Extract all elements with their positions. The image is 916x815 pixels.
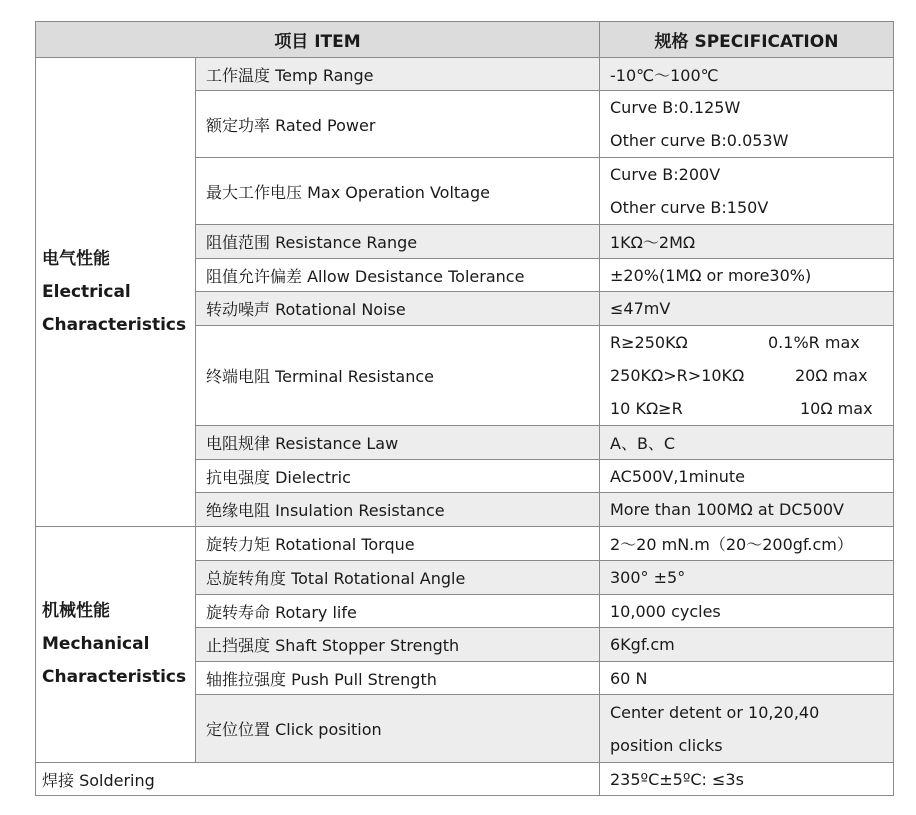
category-cn: 机械性能 [42,601,110,621]
spec-cell: 6Kgf.cm [600,628,894,662]
item-cell: 定位位置 Click position [196,695,600,763]
terminal-range: R≥250KΩ [610,333,688,352]
item-cell: 轴推拉强度 Push Pull Strength [196,662,600,695]
spec-cell: ±20%(1MΩ or more30%) [600,259,894,292]
header-spec: 规格 SPECIFICATION [600,22,894,58]
spec-line: Center detent or 10,20,40 [610,702,820,722]
spec-cell [600,326,894,426]
spec-line: position clicks [610,735,723,755]
spec-line [610,392,893,425]
item-cell: 转动噪声 Rotational Noise [196,292,600,326]
spec-cell: AC500V,1minute [600,460,894,493]
item-cell: 旋转寿命 Rotary life [196,595,600,628]
table-row [36,58,894,91]
item-cell: 总旋转角度 Total Rotational Angle [196,561,600,595]
category-en: Characteristics [42,667,187,687]
category-en: Mechanical [42,634,150,654]
category-electrical [36,58,196,527]
item-cell: 终端电阻 Terminal Resistance [196,326,600,426]
item-cell: 阻值允许偏差 Allow Desistance Tolerance [196,259,600,292]
spec-cell: A、B、C [600,426,894,460]
spec-cell: 1KΩ～2MΩ [600,225,894,259]
spec-cell: ≤47mV [600,292,894,326]
terminal-range: 10 KΩ≥R [610,399,683,418]
item-cell: 工作温度 Temp Range [196,58,600,91]
category-mechanical [36,527,196,763]
item-cell: 阻值范围 Resistance Range [196,225,600,259]
spec-line [610,326,893,359]
spec-line: Other curve B:150V [610,198,769,217]
spec-cell: 235ºC±5ºC: ≤3s [600,763,894,796]
header-row [36,22,894,58]
item-cell: 电阻规律 Resistance Law [196,426,600,460]
terminal-range: 250KΩ>R>10KΩ [610,366,745,385]
spec-line: Curve B:200V [610,165,721,184]
spec-table [35,21,894,796]
spec-cell [600,158,894,225]
item-cell: 焊接 Soldering [36,763,600,796]
spec-cell: 300° ±5° [600,561,894,595]
category-cn: 电气性能 [42,248,110,269]
header-item: 项目 ITEM [36,22,600,58]
category-en: Characteristics [42,314,187,335]
spec-cell: 60 N [600,662,894,695]
terminal-value: 0.1%R max [768,333,860,352]
item-cell: 止挡强度 Shaft Stopper Strength [196,628,600,662]
spec-cell: 10,000 cycles [600,595,894,628]
table-row [36,763,894,796]
spec-cell: -10℃～100℃ [600,58,894,91]
item-cell: 额定功率 Rated Power [196,91,600,158]
terminal-value: 20Ω max [795,366,868,385]
spec-line: Other curve B:0.053W [610,131,789,150]
spec-cell: More than 100MΩ at DC500V [600,493,894,527]
item-cell: 抗电强度 Dielectric [196,460,600,493]
table-row [36,527,894,561]
item-cell: 绝缘电阻 Insulation Resistance [196,493,600,527]
item-cell: 最大工作电压 Max Operation Voltage [196,158,600,225]
spec-line [610,359,893,392]
category-en: Electrical [42,281,131,302]
spec-cell: 2～20 mN.m（20～200gf.cm） [600,527,894,561]
terminal-value: 10Ω max [800,399,873,418]
spec-cell [600,91,894,158]
spec-line: Curve B:0.125W [610,98,741,117]
item-cell: 旋转力矩 Rotational Torque [196,527,600,561]
spec-cell [600,695,894,763]
